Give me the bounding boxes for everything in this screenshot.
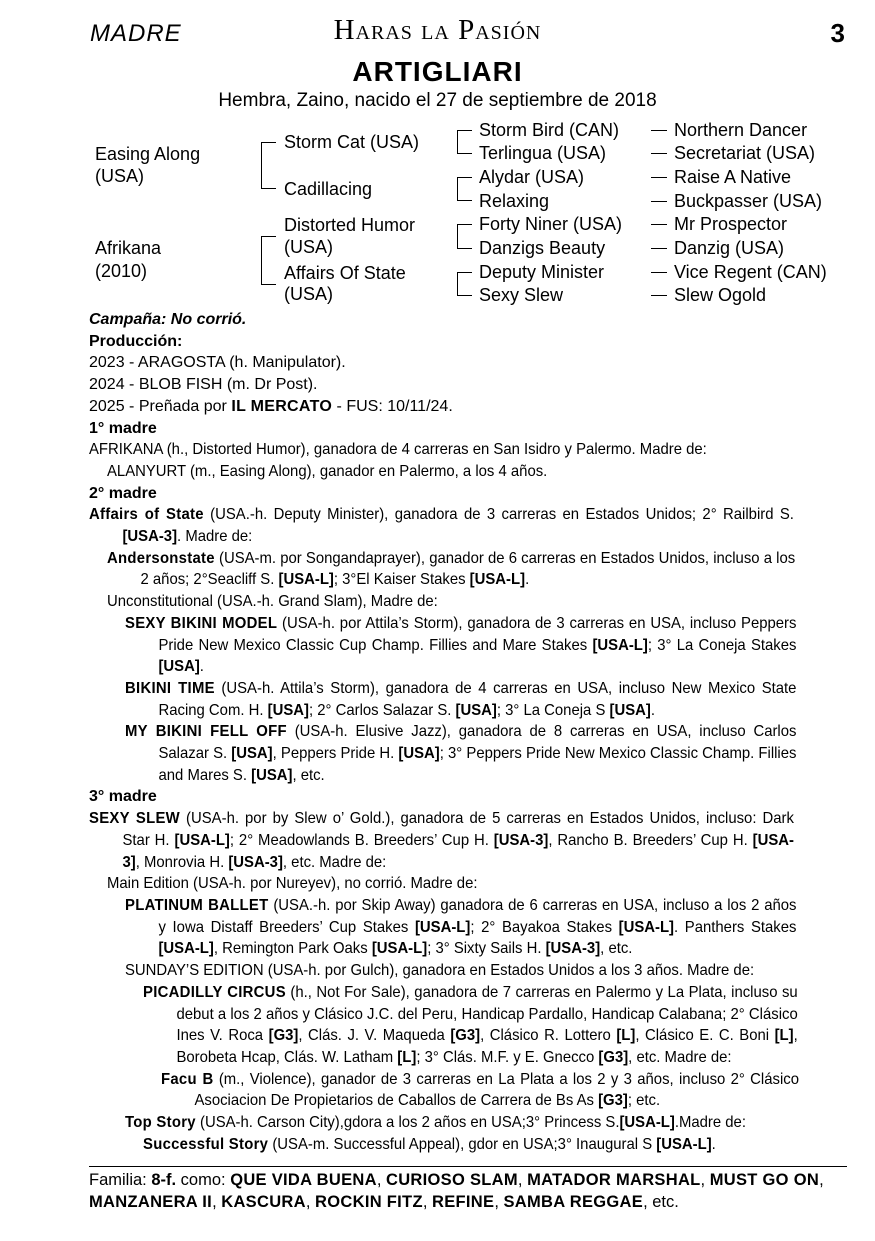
grade: [USA-3] <box>545 940 601 958</box>
horse-bold: Successful Story <box>143 1135 269 1153</box>
horse-bold: MY BIKINI FELL OFF <box>125 723 287 741</box>
family-horse: ROCKIN FITZ <box>315 1193 423 1211</box>
text: , etc. <box>292 766 325 784</box>
horse-bold: Andersonstate <box>107 549 215 567</box>
produce-entry <box>161 1069 799 1112</box>
text: , etc. <box>643 1193 679 1211</box>
text: ; 3°El Kaiser Stakes <box>333 571 470 589</box>
text: . <box>650 701 655 719</box>
horse-name: ARTIGLIARI <box>352 56 523 87</box>
page-header <box>0 14 875 54</box>
pedigree-dam: Afrikana <box>95 238 162 258</box>
produce-entry <box>125 1112 796 1134</box>
sep: , <box>212 1193 222 1211</box>
horse-bold: BIKINI TIME <box>125 679 215 697</box>
pedigree-sire: Easing Along <box>95 144 201 164</box>
text: - FUS: 10/11/24. <box>332 397 453 415</box>
pedigree-ss: Storm Cat (USA) <box>284 132 420 152</box>
bracket <box>457 224 472 249</box>
first-dam-entry: AFRIKANA (h., Distorted Humor), ganadora de 4 carreras en San Isidro y Palermo. Madre de: <box>89 441 707 459</box>
text: (USA-h. Elusive Jazz), ganadora de 8 carreras en USA, incluso Carlos Salazar S. <box>158 723 797 763</box>
text: , etc. Madre de: <box>628 1048 732 1066</box>
produce-entry: SUNDAY’S EDITION (USA-h. por Gulch), ganadora en Estados Unidos a los 3 años. Madre de: <box>125 962 755 980</box>
sep: , <box>700 1171 710 1189</box>
second-dam-entry <box>89 504 794 547</box>
production-item: 2023 - ARAGOSTA (h. Manipulator). <box>89 354 346 372</box>
text: , etc. Madre de: <box>282 853 387 871</box>
pedigree-sd: Cadillacing <box>284 179 373 199</box>
pedigree-g4: Danzig (USA) <box>674 238 785 258</box>
grade: [USA-L] <box>619 1114 675 1132</box>
produce-entry <box>125 613 796 678</box>
bracket <box>457 177 472 201</box>
text: . <box>711 1135 716 1153</box>
dash <box>651 153 667 154</box>
text: (USA.-h. por Skip Away) ganadora de 6 carreras en USA, incluso a los 2 años y Iowa Distaff Breeders’ Cup Stakes <box>158 896 797 936</box>
grade: [USA] <box>231 745 273 763</box>
sep: , <box>494 1193 504 1211</box>
text: ; etc. <box>627 1092 661 1110</box>
stud-name: Haras la Pasión <box>333 14 542 46</box>
text: (USA-m. Successful Appeal), gdor en USA;3° Inaugural S <box>268 1135 657 1153</box>
family-horse: MANZANERA II <box>89 1193 213 1211</box>
text: , Remington Park Oaks <box>213 940 372 958</box>
horse-bold: PLATINUM BALLET <box>125 896 269 914</box>
family-horse: SAMBA REGGAE <box>503 1193 644 1211</box>
section-label: MADRE <box>90 20 182 47</box>
text: (USA.-h. Deputy Minister), ganadora de 3 carreras en Estados Unidos; 2° Railbird S. <box>203 506 794 524</box>
production-item: 2024 - BLOB FISH (m. Dr Post). <box>89 376 318 394</box>
third-dam-entry <box>89 808 794 873</box>
text: , Clásico E. C. Boni <box>635 1027 775 1045</box>
pedigree-g3: Forty Niner (USA) <box>479 214 623 234</box>
produce-entry <box>143 982 798 1069</box>
pedigree-g3: Deputy Minister <box>479 262 605 282</box>
pedigree-g4: Mr Prospector <box>674 214 788 234</box>
pedigree-g4: Northern Dancer <box>674 120 808 140</box>
grade: [USA-L] <box>656 1135 712 1153</box>
text: , Clás. J. V. Maqueda <box>298 1027 451 1045</box>
text: . <box>199 658 204 676</box>
text: como: <box>176 1171 231 1189</box>
grade: [USA-L] <box>469 571 526 589</box>
grade: [USA-3] <box>493 831 549 849</box>
text: ; 2° Carlos Salazar S. <box>308 701 456 719</box>
text: (USA-h. por Attila’s Storm), ganadora de 3 carreras en USA, incluso Peppers Pride New Mexico Classic Cup Champ. Fillies and Mare Stakes <box>158 614 797 654</box>
grade: [USA-3] <box>228 853 283 871</box>
grade: [USA-L] <box>414 918 471 936</box>
grade: [USA-L] <box>158 940 214 958</box>
pedigree-g4: Buckpasser (USA) <box>674 191 823 211</box>
horse-bold: Affairs of State <box>89 506 204 524</box>
campaign-line: Campaña: No corrió. <box>89 311 247 328</box>
grade: [G3] <box>268 1027 299 1045</box>
grade: [USA] <box>609 701 651 719</box>
pedigree-table <box>0 118 875 310</box>
family-horse: REFINE <box>432 1193 495 1211</box>
second-dam-heading: 2° madre <box>89 484 157 502</box>
production-heading: Producción: <box>89 332 183 350</box>
horse-bold: Top Story <box>125 1114 196 1132</box>
dash <box>651 177 667 178</box>
produce-entry <box>125 895 796 960</box>
text: (USA-h. por by Slew o’ Gold.), ganadora de 5 carreras en Estados Unidos, incluso: Dark Star H. <box>122 810 794 849</box>
third-dam-heading: 3° madre <box>89 788 157 806</box>
produce-entry <box>125 721 796 786</box>
grade: [USA-L] <box>174 831 230 849</box>
pedigree-g3: Alydar (USA) <box>479 167 585 187</box>
first-dam-produce: ALANYURT (m., Easing Along), ganador en Palermo, a los 4 años. <box>107 462 548 480</box>
text: (m., Violence), ganador de 3 carreras en La Plata a los 2 y 3 años, incluso 2° Clásico Asociacion De Propietarios de Caballos de Carrera de Bs As <box>194 1070 799 1110</box>
stallion-name: IL MERCATO <box>231 397 333 415</box>
text: , etc. <box>600 940 633 958</box>
produce-entry <box>107 548 795 591</box>
family-code: 8-f. <box>151 1171 177 1189</box>
horse-bold: SEXY BIKINI MODEL <box>125 614 278 632</box>
text: ; 3° La Coneja Stakes <box>647 636 797 654</box>
family-horse: MUST GO ON <box>709 1171 820 1189</box>
grade: [USA] <box>267 701 309 719</box>
text: , Monrovia H. <box>135 853 229 871</box>
text: (USA-m. por Songandaprayer), ganador de 6 carreras en Estados Unidos, incluso a los 2 años; 2°Seacliff S. <box>140 549 796 589</box>
grade: [USA-L] <box>278 571 334 589</box>
text: 2025 - Preñada por <box>89 397 232 415</box>
grade: [L] <box>616 1027 636 1045</box>
text: (USA-h. Carson City),gdora a los 2 años en USA;3° Princess S. <box>195 1114 620 1132</box>
grade: [L] <box>397 1048 417 1066</box>
bracket <box>457 130 472 154</box>
text: , Clásico R. Lottero <box>480 1027 617 1045</box>
text: ; 3° La Coneja S <box>496 701 610 719</box>
text: ; 3° Sixty Sails H. <box>427 940 546 958</box>
text: . Madre de: <box>177 528 253 546</box>
dash <box>651 248 667 249</box>
production-item <box>89 396 847 418</box>
pedigree-sire-origin: (USA) <box>95 166 144 186</box>
grade: [USA-L] <box>618 918 675 936</box>
first-dam-heading: 1° madre <box>89 419 157 437</box>
family-footer <box>89 1166 847 1213</box>
text: (USA-h. Attila’s Storm), ganadora de 4 carreras en USA, incluso New Mexico State Racing Com. H. <box>158 679 797 719</box>
sep: , <box>422 1193 432 1211</box>
pedigree-dam-year: (2010) <box>95 261 148 281</box>
text: ; 3° Peppers Pride New Mexico Classic Champ. Fillies and Mares S. <box>158 745 797 784</box>
produce-entry: Main Edition (USA-h. por Nureyev), no corrió. Madre de: <box>107 875 478 893</box>
pedigree-g3: Sexy Slew <box>479 285 564 305</box>
horse-bold: SEXY SLEW <box>89 810 180 828</box>
horse-subtitle: Hembra, Zaino, nacido el 27 de septiembre de 2018 <box>218 90 657 111</box>
produce-entry <box>143 1134 798 1156</box>
horse-bold: Facu B <box>161 1070 214 1088</box>
dash <box>651 272 667 273</box>
text: , Peppers Pride H. <box>272 745 399 763</box>
pedigree-g4: Vice Regent (CAN) <box>674 262 827 282</box>
grade: [USA-L] <box>371 940 428 958</box>
pedigree-dd-origin: (USA) <box>284 284 333 304</box>
pedigree-g3: Relaxing <box>479 191 550 211</box>
bracket <box>261 236 276 285</box>
pedigree-g3: Storm Bird (CAN) <box>479 120 620 140</box>
grade: [G3] <box>450 1027 481 1045</box>
sep: , <box>819 1171 824 1189</box>
page-number: 3 <box>830 18 845 48</box>
sep: , <box>305 1193 316 1211</box>
grade: [USA-3] <box>122 831 794 871</box>
family-label: Familia: <box>89 1171 152 1189</box>
text: , Borobeta Hcap, Clás. W. Latham <box>176 1027 798 1066</box>
pedigree-dd: Affairs Of State <box>284 263 406 283</box>
horse-bold: PICADILLY CIRCUS <box>143 983 286 1001</box>
dash <box>651 224 667 225</box>
pedigree-ds-origin: (USA) <box>284 237 333 257</box>
pedigree-g3: Danzigs Beauty <box>479 238 606 258</box>
bracket <box>457 272 472 296</box>
family-horse: MATADOR MARSHAL <box>527 1171 701 1189</box>
produce-entry: Unconstitutional (USA.-h. Grand Slam), Madre de: <box>107 593 438 611</box>
sep: , <box>376 1171 386 1189</box>
dash <box>651 130 667 131</box>
dash <box>651 295 667 296</box>
grade: [USA] <box>398 745 440 763</box>
grade: [USA-L] <box>592 636 648 654</box>
dash <box>651 201 667 202</box>
pedigree-g4: Slew Ogold <box>674 285 767 305</box>
grade: [L] <box>774 1027 794 1045</box>
pedigree-g4: Secretariat (USA) <box>674 143 816 163</box>
family-line-1 <box>89 1169 847 1213</box>
pedigree-g4: Raise A Native <box>674 167 792 187</box>
pedigree-notes <box>89 309 847 1155</box>
produce-entry <box>125 678 796 721</box>
family-horse: KASCURA <box>221 1193 306 1211</box>
pedigree-ds: Distorted Humor <box>284 215 416 235</box>
text: ; 2° Bayakoa Stakes <box>470 918 619 936</box>
text: .Madre de: <box>674 1114 746 1132</box>
grade: [G3] <box>598 1092 628 1110</box>
sep: , <box>517 1171 528 1189</box>
text: ; 3° Clás. M.F. y E. Gnecco <box>416 1048 599 1066</box>
text: (h., Not For Sale), ganadora de 7 carreras en Palermo y La Plata, incluso su debut a los 2 años y Clásico J.C. del Peru, Handicap Pardallo, Handicap Calabana; 2° Clásico Ines V. Roca <box>176 983 798 1045</box>
bracket <box>261 142 276 189</box>
text: . Panthers Stakes <box>674 918 797 936</box>
grade: [G3] <box>598 1048 629 1066</box>
text: ; 2° Meadowlands B. Breeders’ Cup H. <box>229 831 494 849</box>
grade: [USA] <box>455 701 497 719</box>
grade: [USA-3] <box>122 528 178 546</box>
family-horse: CURIOSO SLAM <box>385 1171 518 1189</box>
pedigree-g3: Terlingua (USA) <box>479 143 607 163</box>
family-horse: QUE VIDA BUENA <box>230 1171 377 1189</box>
text: . <box>525 571 530 589</box>
grade: [USA] <box>158 658 200 676</box>
grade: [USA] <box>251 766 293 784</box>
text: , Rancho B. Breeders’ Cup H. <box>548 831 753 849</box>
